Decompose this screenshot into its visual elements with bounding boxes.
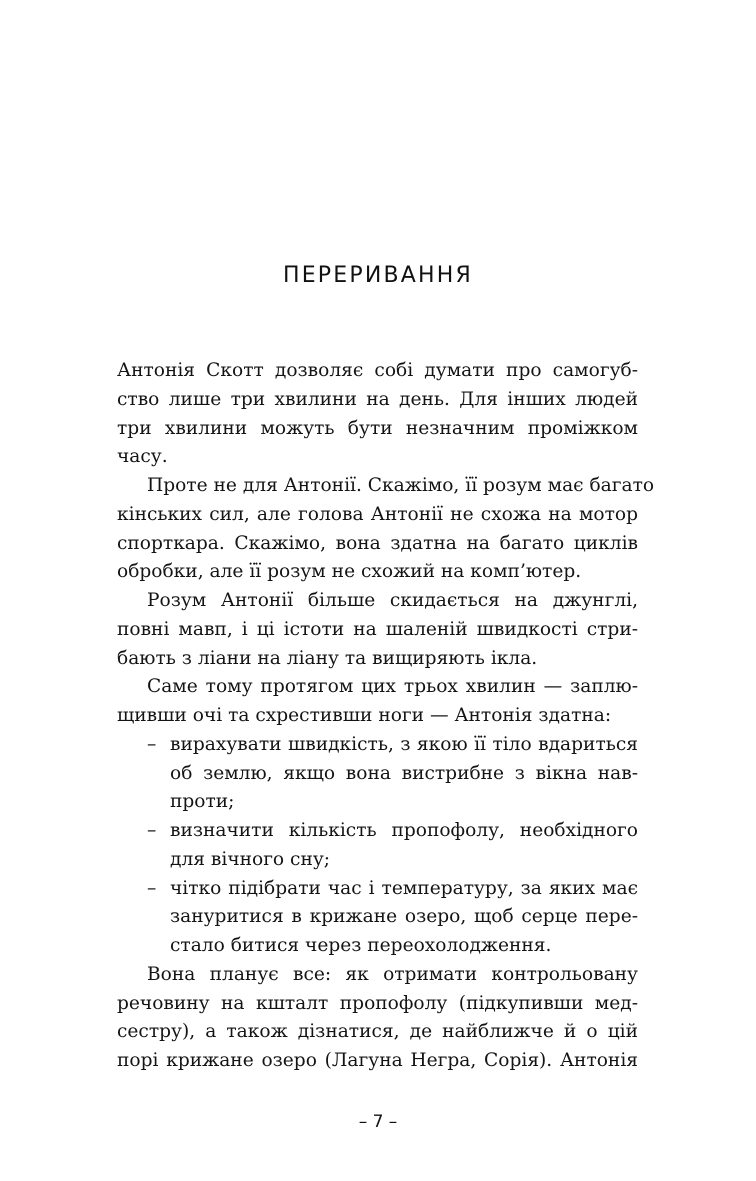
text-line: обробки, але її розум не схожий на комп’ютер. (117, 561, 582, 583)
list-line (117, 846, 638, 875)
chapter-title: ПЕРЕРИВАННЯ (282, 262, 474, 288)
list-text: зануритися в крижане озеро, щоб серце пере- (170, 906, 638, 928)
text-line: три хвилини можуть бути незначним проміжком (117, 417, 638, 439)
list-text: об землю, якщо вона вистрибне з вікна нав- (170, 762, 638, 784)
list-text: проти; (170, 791, 235, 813)
text-line: Вона планує все: як отримати контрольовану (147, 963, 638, 985)
list-item (117, 731, 638, 817)
text-line: Проте не для Антонії. Скажімо, її розум має багато (147, 475, 655, 496)
list-text: стало битися через переохолодження. (170, 935, 552, 956)
text-line: щивши очі та схрестивши ноги — Антонія здатна: (117, 705, 612, 726)
text-line: сестру), а також дізнатися, де найближче й о цій (117, 1021, 638, 1043)
text-line: часу. (117, 446, 168, 468)
list-line (117, 817, 638, 846)
body-text (117, 357, 655, 1076)
paragraph (117, 961, 638, 1076)
list-line (117, 788, 638, 817)
text-line: Антонія Скотт дозволяє собі думати про самогуб- (117, 360, 638, 381)
text-line: ство лише три хвилини на день. Для інших людей (117, 388, 638, 410)
list-text: для вічного сну; (170, 848, 331, 870)
list-item (117, 875, 638, 961)
page-number: – 7 – (358, 1112, 398, 1132)
list-line (117, 760, 638, 789)
text-line: речовину на кшталт пропофолу (підкупивши мед- (117, 992, 638, 1014)
list-line (117, 903, 638, 932)
text-line: повні мавп, і ці істоти на шаленій швидкості стри- (117, 618, 638, 640)
list-item (117, 817, 638, 875)
bullet-list (117, 731, 638, 961)
list-text: чітко підібрати час і температуру, за яких має (170, 877, 638, 899)
dash-bullet-icon: – (147, 733, 157, 755)
paragraph (117, 673, 638, 731)
text-line: порі крижане озеро (Лагуна Негра, Сорія). Антонія (117, 1050, 638, 1071)
paragraph (117, 472, 655, 587)
dash-bullet-icon: – (147, 877, 157, 899)
text-line: Саме тому протягом цих трьох хвилин — заплю- (147, 676, 638, 698)
list-line (117, 875, 638, 904)
list-line (117, 932, 638, 961)
list-text: вирахувати швидкість, з якою її тіло вдариться (170, 733, 638, 755)
dash-bullet-icon: – (147, 820, 157, 841)
text-line: Розум Антонії більше скидається на джунглі, (147, 590, 638, 611)
text-line: кінських сил, але голова Антонії не схожа на мотор (117, 503, 638, 525)
text-line: спорткара. Скажімо, вона здатна на багато циклів (117, 532, 638, 554)
text-line: бають з ліани на ліану та вищиряють ікла. (117, 647, 538, 669)
paragraph (117, 587, 638, 673)
paragraph (117, 357, 638, 472)
list-text: визначити кількість пропофолу, необхідного (170, 820, 638, 841)
list-line (117, 731, 638, 760)
